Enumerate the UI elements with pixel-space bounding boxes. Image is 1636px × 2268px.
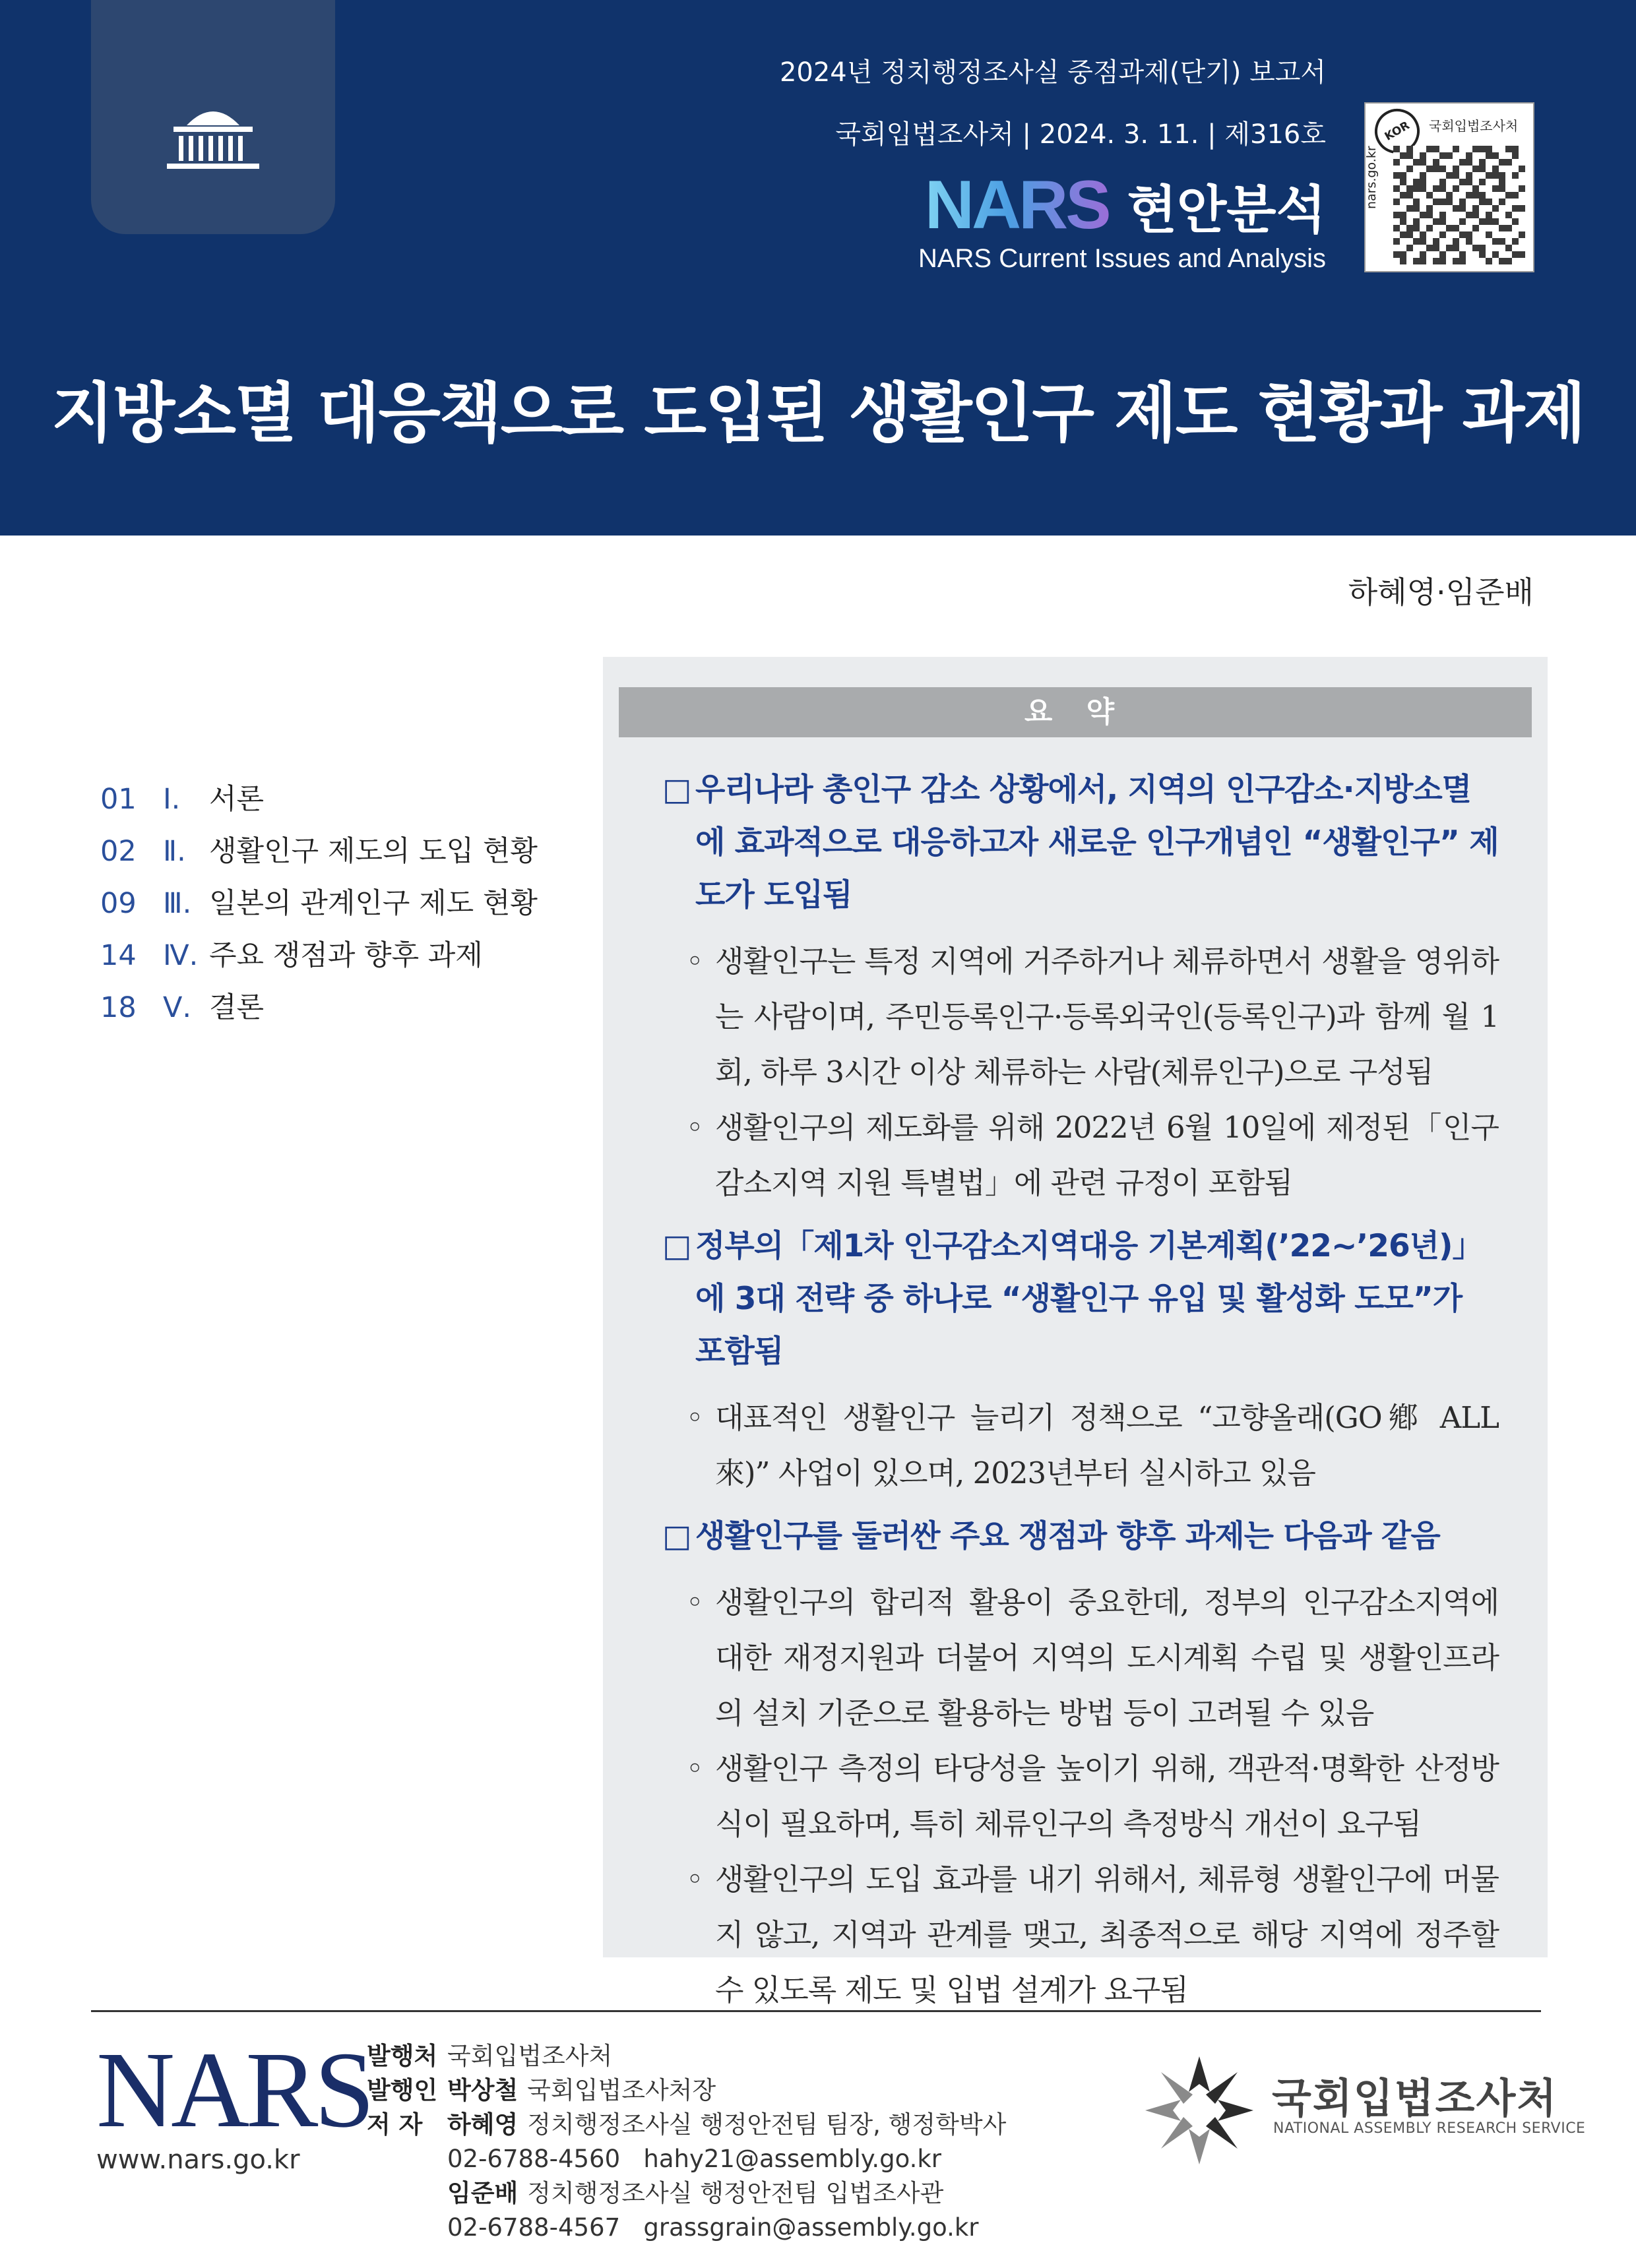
nars-website-link[interactable]: www.nars.go.kr: [96, 2145, 300, 2175]
summary-bullet: [662, 1852, 1499, 2018]
summary-bullets: [662, 1390, 1499, 1501]
header-band: [0, 0, 1636, 536]
toc-page-number: 02: [100, 835, 137, 868]
summary-section: [662, 1220, 1499, 1501]
author1-contact[interactable]: 02-6788-4560 hahy21@assembly.go.kr: [447, 2145, 941, 2173]
toc-item[interactable]: [100, 985, 538, 1037]
toc-page-number: 14: [100, 939, 137, 972]
author2-contact[interactable]: 02-6788-4567 grassgrain@assembly.go.kr: [447, 2213, 979, 2242]
qr-url: nars.go.kr: [1364, 146, 1379, 209]
issuer-name: 박상철: [447, 2076, 519, 2104]
summary-heading: [662, 1220, 1499, 1378]
summary-heading: [662, 1510, 1499, 1563]
issuer-title: 국회입법조사처장: [527, 2076, 716, 2104]
author-key: 저 자: [367, 2110, 423, 2139]
bullet-circle-icon: ◦: [686, 944, 703, 979]
nars-emblem-icon: [1141, 2052, 1257, 2168]
summary-body: [662, 764, 1499, 2027]
bullet-circle-icon: ◦: [686, 1862, 703, 1897]
summary-title: 요 약: [619, 687, 1532, 737]
footer-divider: [91, 2010, 1541, 2012]
summary-heading: [662, 764, 1499, 922]
qr-label: 국회입법조사처: [1429, 118, 1519, 134]
toc-page-number: 09: [100, 887, 137, 920]
publisher-key: 발행처: [367, 2042, 438, 2070]
bullet-circle-icon: ◦: [686, 1110, 703, 1145]
summary-bullet-text: 생활인구의 도입 효과를 내기 위해서, 체류형 생활인구에 머물지 않고, 지역과 관계를 맺고, 최종적으로 해당 지역에 정주할 수 있도록 제도 및 입법 설계가 요구됨: [715, 1862, 1499, 2007]
publication-info: [367, 2039, 1006, 2245]
author2-contact-row: [367, 2211, 1006, 2245]
org-english-name: NATIONAL ASSEMBLY RESEARCH SERVICE: [1273, 2120, 1586, 2137]
qr-pattern-icon: [1393, 146, 1525, 264]
author1-contact-row: [367, 2142, 1006, 2176]
summary-heading-text: 생활인구를 둘러싼 주요 쟁점과 향후 과제는 다음과 같음: [695, 1518, 1440, 1554]
issuer-key: 발행인: [367, 2076, 438, 2104]
bullet-circle-icon: ◦: [686, 1400, 703, 1435]
author2-title: 정치행정조사실 행정안전팀 입법조사관: [527, 2179, 944, 2207]
nars-logo: NARS: [96, 2029, 371, 2150]
toc-section-label: 주요 쟁점과 향후 과제: [209, 939, 483, 972]
kor-badge-icon: KOR: [1367, 101, 1428, 162]
summary-heading-text: 우리나라 총인구 감소 상황에서, 지역의 인구감소·지방소멸에 효과적으로 대응하고자 새로운 인구개념인 “생활인구” 제도가 도입됨: [695, 772, 1499, 913]
summary-bullet: [662, 934, 1499, 1100]
toc-item[interactable]: [100, 881, 538, 933]
brand-subtitle: NARS Current Issues and Analysis: [918, 244, 1326, 273]
summary-bullet: [662, 1100, 1499, 1211]
toc-section-label: 서론: [209, 783, 265, 816]
summary-bullet: [662, 1575, 1499, 1741]
author2-row: [367, 2176, 1006, 2211]
summary-bullets: [662, 934, 1499, 1211]
checkbox-square-icon: □: [662, 772, 691, 808]
assembly-logo-tab: [91, 0, 335, 234]
report-series: 2024년 정치행정조사실 중점과제(단기) 보고서: [779, 57, 1326, 88]
brand-nars-wordmark: NARS: [924, 167, 1109, 243]
checkbox-square-icon: □: [662, 1228, 691, 1264]
summary-bullet-text: 생활인구 측정의 타당성을 높이기 위해, 객관적·명확한 산정방식이 필요하며, 특히 체류인구의 측정방식 개선이 요구됨: [715, 1751, 1499, 1841]
author1-title: 정치행정조사실 행정안전팀 팀장, 행정학박사: [527, 2110, 1007, 2139]
summary-bullet-text: 생활인구의 합리적 활용이 중요한데, 정부의 인구감소지역에 대한 재정지원과 더불어 지역의 도시계획 수립 및 생활인프라의 설치 기준으로 활용하는 방법 등이 고려될 수 있음: [715, 1585, 1499, 1731]
summary-bullet-text: 생활인구는 특정 지역에 거주하거나 체류하면서 생활을 영위하는 사람이며, 주민등록인구·등록외국인(등록인구)과 함께 월 1회, 하루 3시간 이상 체류하는 사람(체류인구)으로 구성됨: [715, 944, 1499, 1089]
summary-section: [662, 1510, 1499, 2018]
summary-heading-text: 정부의「제1차 인구감소지역대응 기본계획(’22~’26년)」에 3대 전략 중 하나로 “생활인구 유입 및 활성화 도모”가 포함됨: [695, 1228, 1483, 1370]
brand-title: 현안분석: [1127, 180, 1326, 240]
report-meta: 국회입법조사처 | 2024. 3. 11. | 제316호: [835, 119, 1326, 150]
report-title: 지방소멸 대응책으로 도입된 생활인구 제도 현황과 과제: [51, 376, 1585, 451]
toc-section-label: 일본의 관계인구 제도 현황: [209, 887, 538, 920]
summary-bullet: [662, 1741, 1499, 1852]
toc-section-label: 결론: [209, 991, 265, 1024]
brand-lockup: [925, 166, 1326, 245]
summary-bullets: [662, 1575, 1499, 2018]
toc-section-numeral: Ⅰ.: [163, 783, 181, 816]
toc-page-number: 01: [100, 783, 137, 816]
bullet-circle-icon: ◦: [686, 1751, 703, 1786]
summary-section: [662, 764, 1499, 1211]
toc-section-numeral: Ⅳ.: [163, 939, 199, 972]
author1-row: [367, 2108, 1006, 2142]
author2-name: 임준배: [447, 2179, 519, 2207]
author1-name: 하혜영: [447, 2110, 519, 2139]
publisher-value: 국회입법조사처: [447, 2042, 613, 2070]
summary-bullet: [662, 1390, 1499, 1501]
toc-item[interactable]: [100, 829, 538, 881]
toc-section-label: 생활인구 제도의 도입 현황: [209, 835, 538, 868]
table-of-contents: [100, 777, 538, 1037]
checkbox-square-icon: □: [662, 1518, 691, 1554]
assembly-building-icon: [147, 99, 279, 178]
toc-section-numeral: Ⅱ.: [163, 835, 186, 868]
summary-bullet-text: 대표적인 생활인구 늘리기 정책으로 “고향올래(GO鄕 ALL來)” 사업이 있으며, 2023년부터 실시하고 있음: [715, 1400, 1499, 1490]
toc-section-numeral: Ⅴ.: [163, 991, 192, 1024]
summary-box: [603, 657, 1548, 2007]
toc-section-numeral: Ⅲ.: [163, 887, 192, 920]
org-name: 국회입법조사처: [1272, 2074, 1558, 2122]
publisher-row: [367, 2039, 1006, 2073]
summary-bullet-text: 생활인구의 제도화를 위해 2022년 6월 10일에 제정된「인구감소지역 지원 특별법」에 관련 규정이 포함됨: [715, 1110, 1499, 1200]
authors-line: 하혜영·임준배: [1348, 574, 1534, 610]
toc-page-number: 18: [100, 991, 137, 1024]
qr-code[interactable]: [1364, 102, 1534, 272]
issuer-row: [367, 2073, 1006, 2108]
toc-item[interactable]: [100, 933, 538, 985]
toc-item[interactable]: [100, 777, 538, 829]
bullet-circle-icon: ◦: [686, 1585, 703, 1620]
